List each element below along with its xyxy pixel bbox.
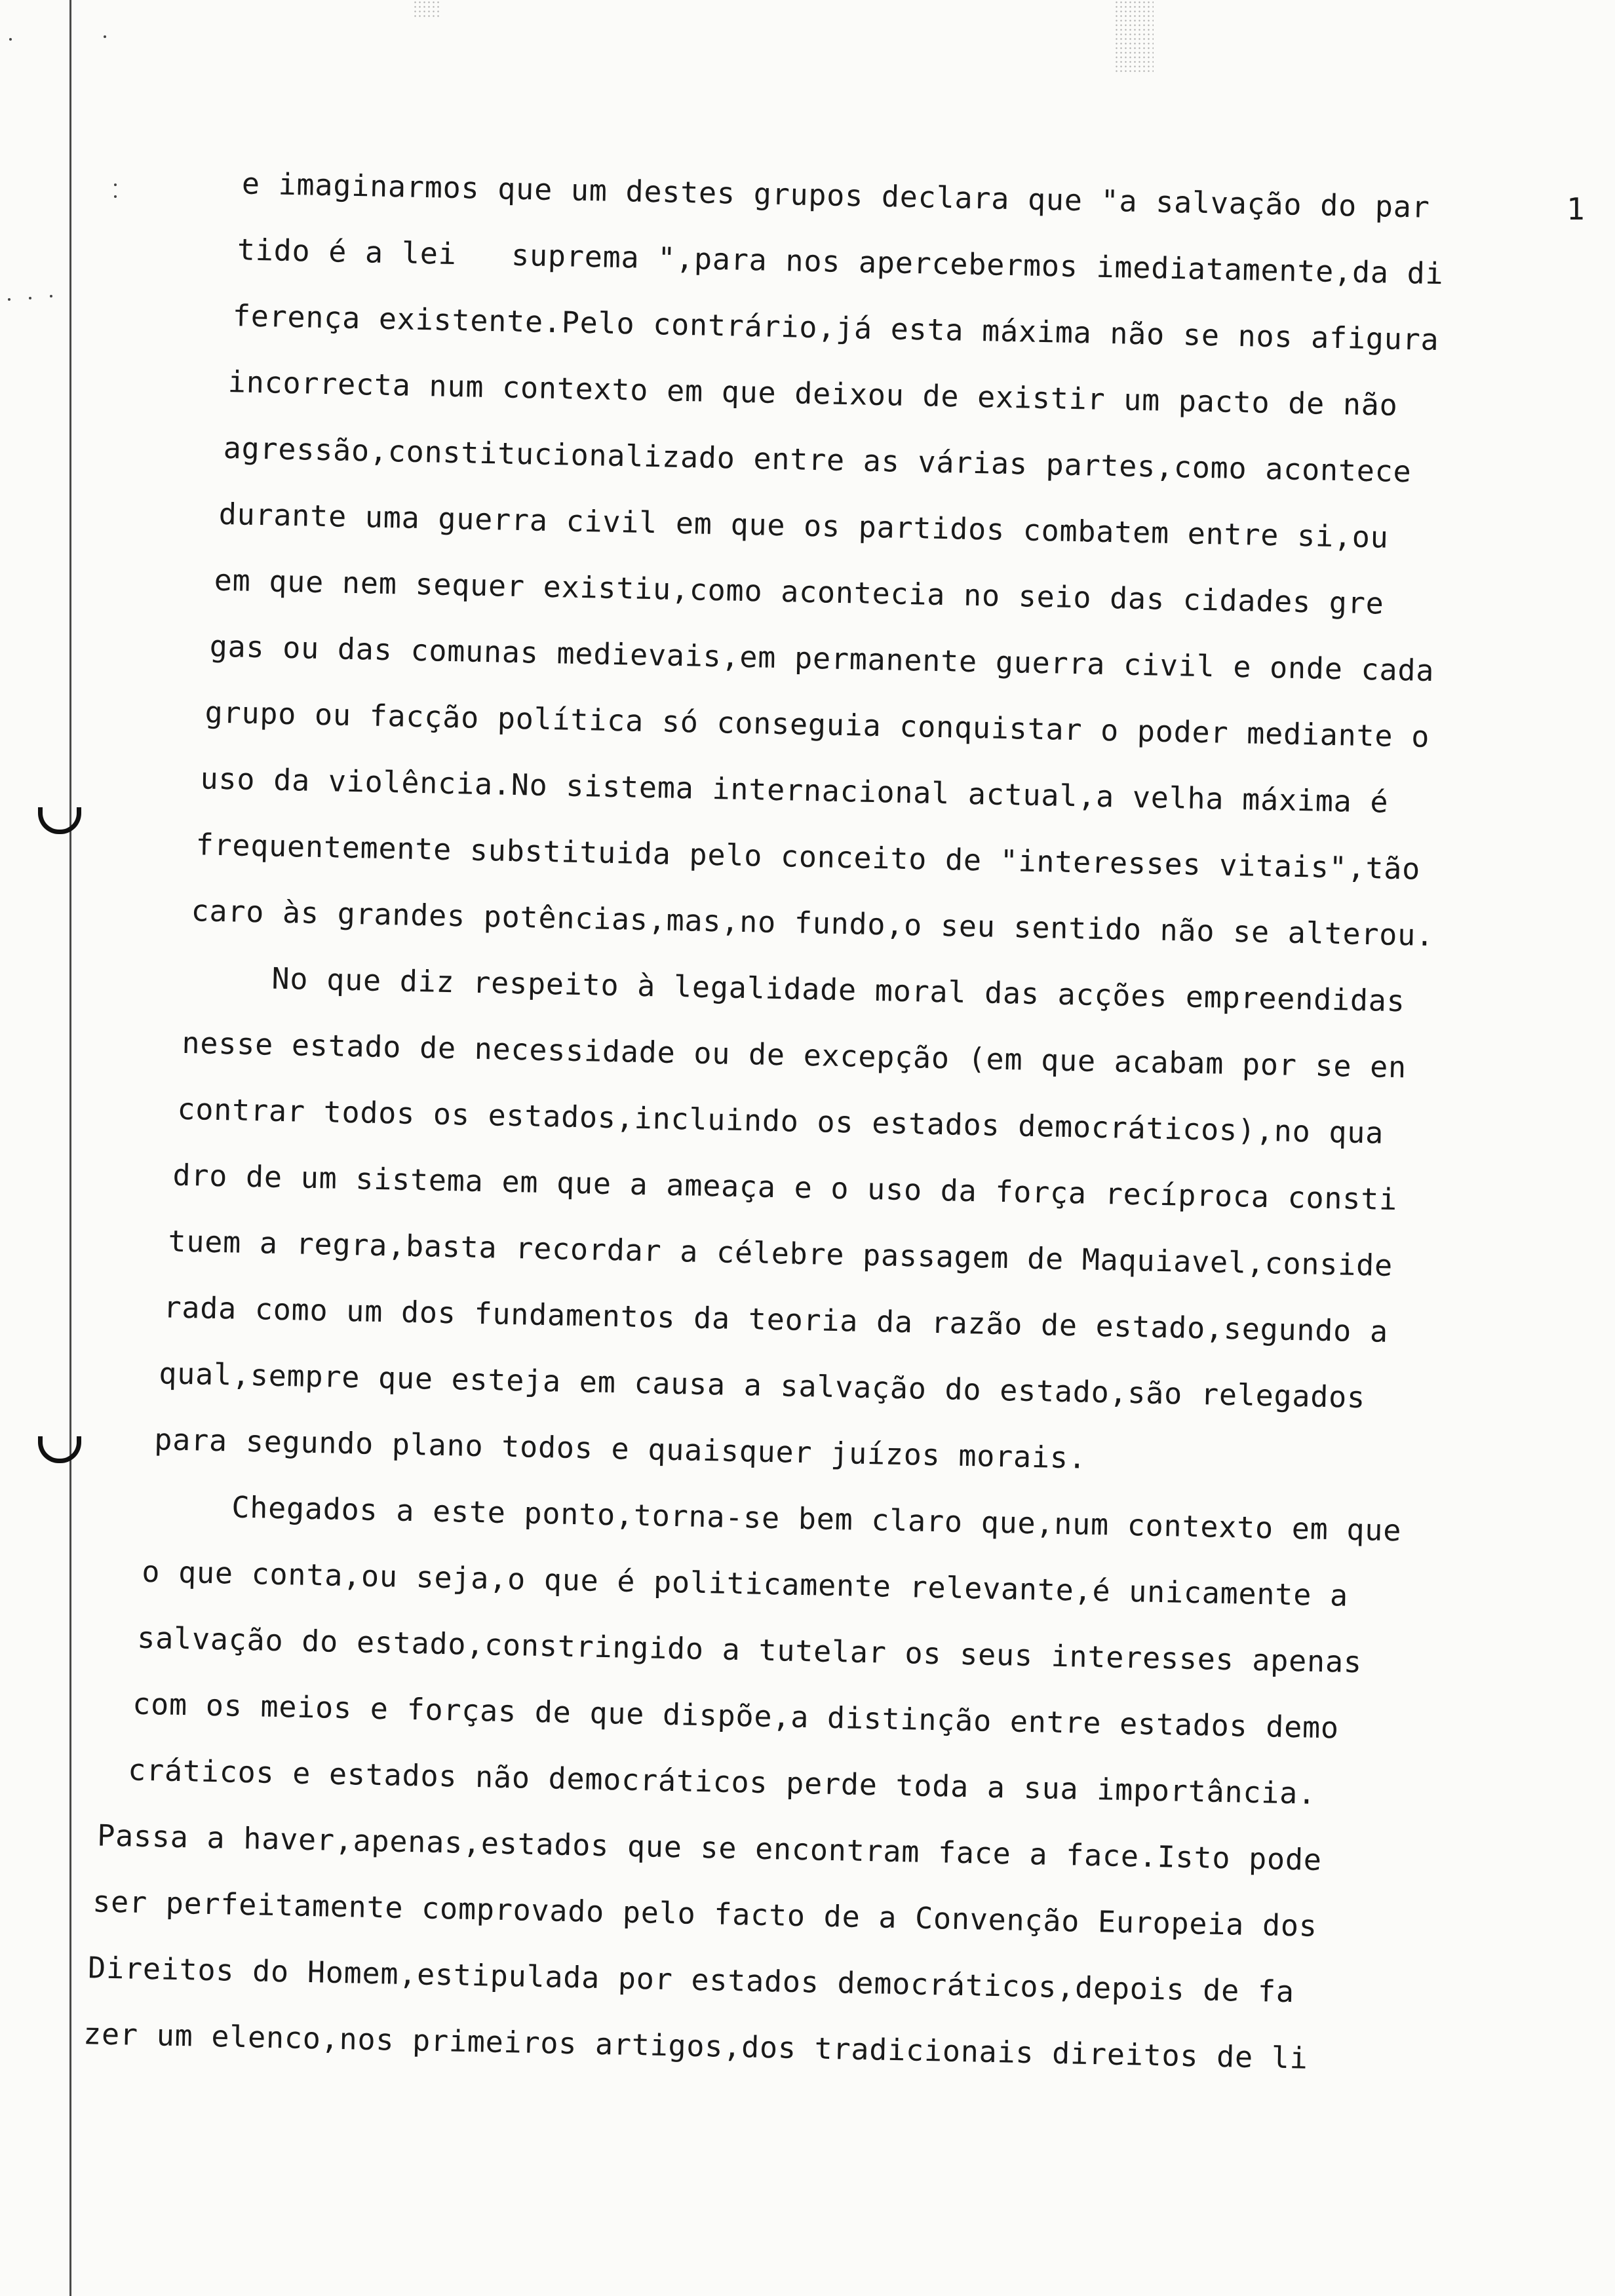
text-line: Passa a haver,apenas,estados que se encontram face a face.Isto pode (96, 1818, 1323, 1877)
text-line: Chegados a este ponto,torna-se bem claro que,num contexto em que (231, 1489, 1402, 1548)
text-line: em que nem sequer existiu,como acontecia no seio das cidades gre (214, 562, 1385, 621)
text-line: incorrecta num contexto em que deixou de existir um pacto de não (227, 364, 1399, 423)
text-line: gas ou das comunas medievais,em permanente guerra civil e onde cada (209, 628, 1435, 689)
scan-speck (29, 297, 31, 299)
scan-speck (50, 295, 52, 297)
text-line: Direitos do Homem,estipulada por estados democráticos,depois de fa (87, 1950, 1295, 2010)
scan-speck (8, 298, 10, 301)
text-line: nesse estado de necessidade ou de excepção (em que acabam por se en (182, 1025, 1407, 1085)
punch-hole-mark (38, 807, 81, 834)
text-line: para segundo plano todos e quaisquer juízos morais. (153, 1422, 1087, 1476)
scan-noise-top (1114, 0, 1154, 72)
scan-speck (9, 38, 12, 41)
text-line: uso da violência.No sistema internacional actual,a velha máxima é (200, 761, 1389, 820)
text-line: salvação do estado,constringido a tutelar os seus interesses apenas (136, 1620, 1363, 1680)
text-line: ser perfeitamente comprovado pelo facto de a Convenção Europeia dos (92, 1884, 1318, 1943)
text-line: qual,sempre que esteja em causa a salvação do estado,são relegados (158, 1356, 1366, 1415)
text-line: e imaginarmos que um destes grupos declara que "a salvação do par (241, 166, 1431, 225)
page-number: 1 (1566, 191, 1585, 227)
text-line: cráticos e estados não democráticos perde toda a sua importância. (127, 1752, 1317, 1811)
text-line: No que diz respeito à legalidade moral das acções empreendidas (271, 961, 1406, 1019)
scan-noise-top-small (413, 0, 439, 20)
text-line: contrar todos os estados,incluindo os estados democráticos),no qua (177, 1091, 1384, 1151)
text-line: tuem a regra,basta recordar a célebre passagem de Maquiavel,conside (167, 1223, 1393, 1283)
text-line: frequentemente substituida pelo conceito de "interesses vitais",tão (195, 827, 1421, 887)
text-line: zer um elenco,nos primeiros artigos,dos tradicionais direitos de li (83, 2016, 1309, 2076)
text-line: tido é a lei suprema ",para nos apercebermos imediatamente,da di (237, 232, 1444, 292)
text-line: grupo ou facção política só conseguia conquistar o poder mediante o (204, 695, 1430, 754)
text-line: durante uma guerra civil em que os partidos combatem entre si,ou (218, 496, 1390, 555)
text-line: ferença existente.Pelo contrário,já esta máxima não se nos afigura (232, 298, 1439, 358)
text-line: rada como um dos fundamentos da teoria da razão de estado,segundo a (163, 1290, 1389, 1349)
body-text (60, 147, 1579, 2096)
text-line: agressão,constitucionalizado entre as várias partes,como acontece (223, 430, 1412, 489)
text-line: caro às grandes potências,mas,no fundo,o seu sentido não se alterou. (191, 893, 1435, 953)
scan-speck (104, 35, 106, 38)
text-line: o que conta,ou seja,o que é politicamente relevante,é unicamente a (141, 1554, 1349, 1613)
text-line: dro de um sistema em que a ameaça e o uso da força recíproca consti (172, 1157, 1398, 1217)
text-line: com os meios e forças de que dispõe,a distinção entre estados demo (132, 1686, 1340, 1746)
